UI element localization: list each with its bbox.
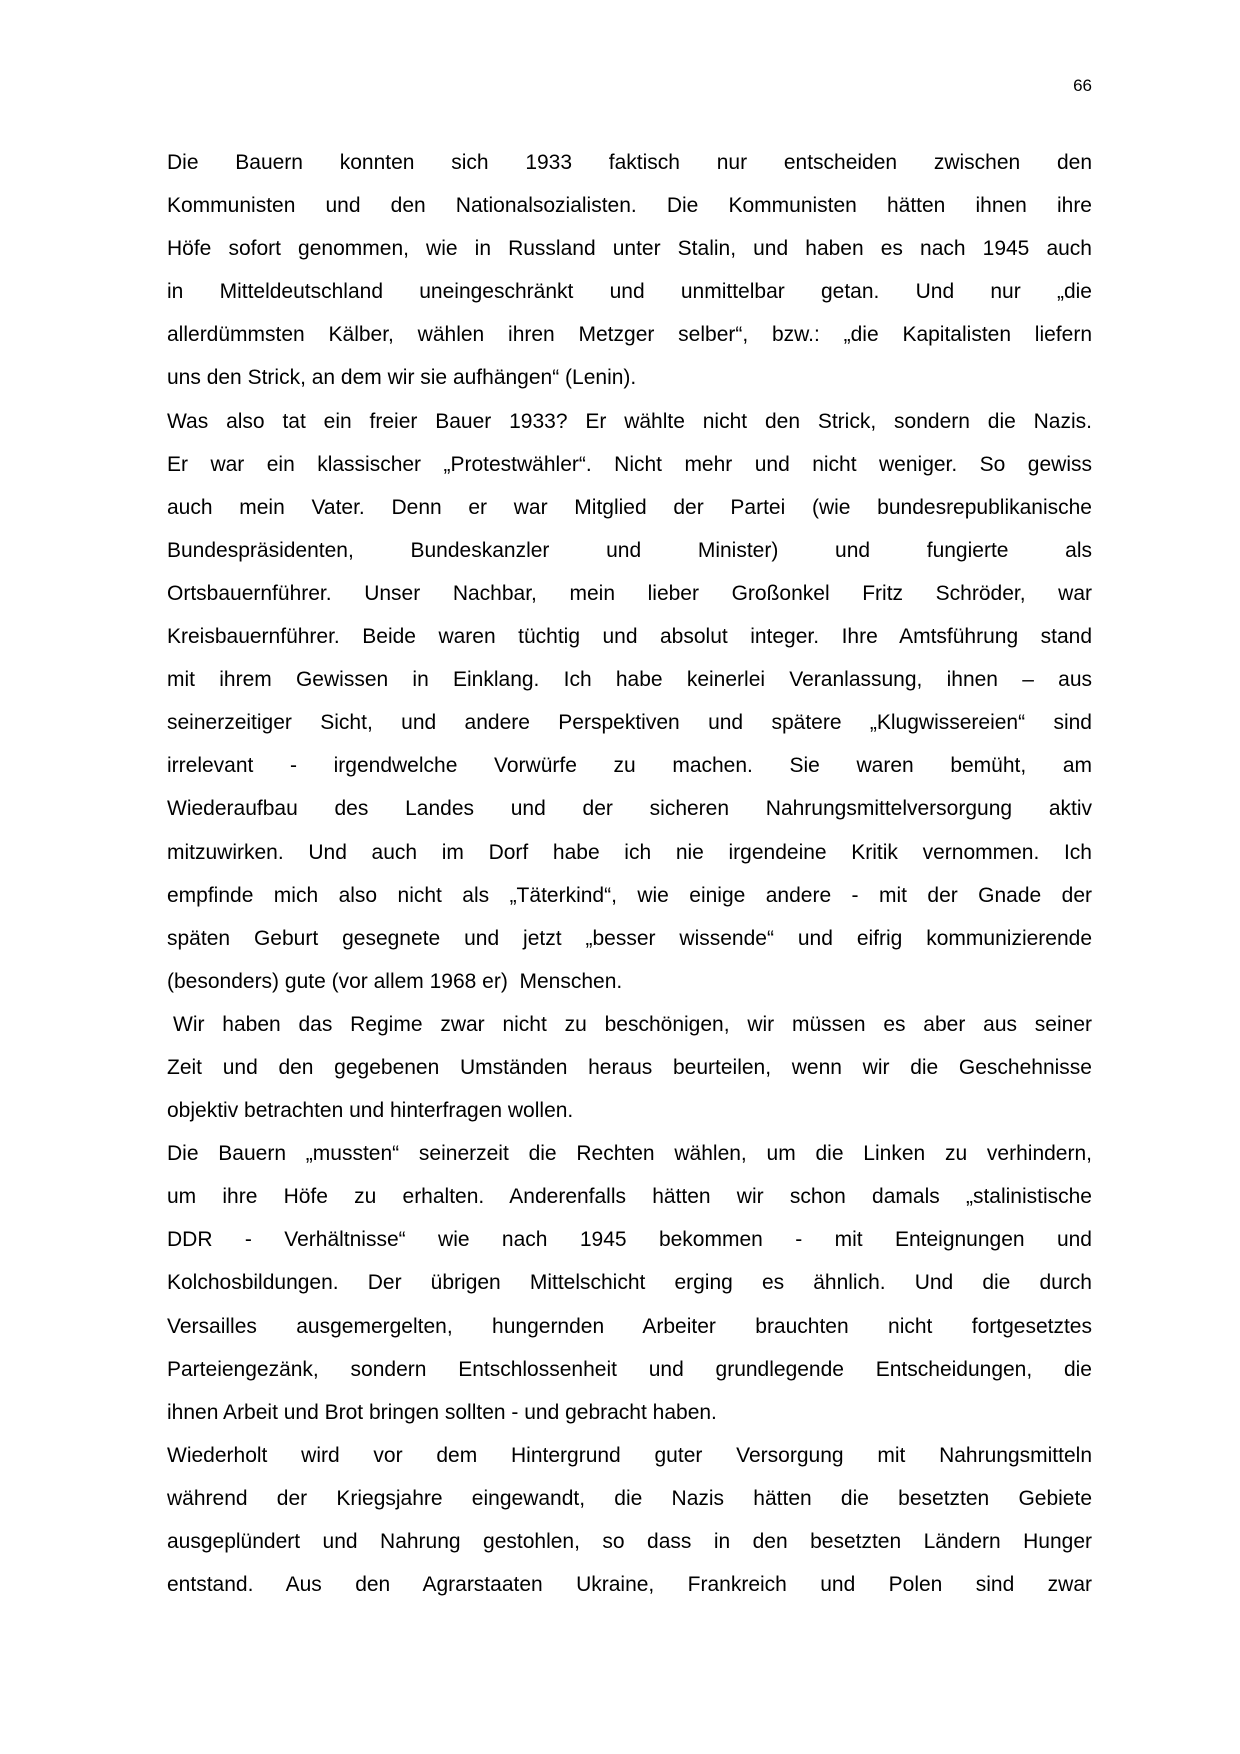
page-number: 66 [1073, 76, 1092, 95]
text-line: Ortsbauernführer. Unser Nachbar, mein lieber Großonkel Fritz Schröder, war [167, 581, 1092, 605]
text-line: Die Bauern konnten sich 1933 faktisch nur entscheiden zwischen den [167, 151, 1092, 174]
paragraph [167, 407, 1092, 1010]
text-line: während der Kriegsjahre eingewandt, die Nazis hätten die besetzten Gebiete [167, 1486, 1092, 1510]
text-line: um ihre Höfe zu erhalten. Anderenfalls hätten wir schon damals „stalinistische [167, 1185, 1092, 1209]
text-line: ihnen Arbeit und Brot bringen sollten - und gebracht haben. [167, 1400, 717, 1424]
text-line: Versailles ausgemergelten, hungernden Arbeiter brauchten nicht fortgesetztes [167, 1314, 1092, 1338]
text-line: späten Geburt gesegnete und jetzt „besser wissende“ und eifrig kommunizierende [167, 926, 1092, 950]
text-line: empfinde mich also nicht als „Täterkind“, wie einige andere - mit der Gnade der [167, 883, 1092, 907]
paragraph [167, 1139, 1092, 1441]
text-line: Höfe sofort genommen, wie in Russland unter Stalin, und haben es nach 1945 auch [167, 237, 1092, 261]
text-line: in Mitteldeutschland uneingeschränkt und unmittelbar getan. Und nur „die [167, 280, 1092, 304]
text-line: Parteiengezänk, sondern Entschlossenheit und grundlegende Entscheidungen, die [167, 1357, 1092, 1381]
text-line: objektiv betrachten und hinterfragen wollen. [167, 1099, 574, 1123]
text-line: Kreisbauernführer. Beide waren tüchtig und absolut integer. Ihre Amtsführung stand [167, 625, 1092, 649]
text-line: Wiederholt wird vor dem Hintergrund guter Versorgung mit Nahrungsmitteln [167, 1443, 1092, 1467]
text-line: Wiederaufbau des Landes und der sicheren Nahrungsmittelversorgung aktiv [167, 797, 1092, 821]
text-line: Wir haben das Regime zwar nicht zu beschönigen, wir müssen es aber aus seiner [173, 1012, 1092, 1036]
text-line: (besonders) gute (vor allem 1968 er) Menschen. [167, 969, 623, 993]
text-line: entstand. Aus den Agrarstaaten Ukraine, Frankreich und Polen sind zwar [167, 1573, 1092, 1597]
text-line: Zeit und den gegebenen Umständen heraus beurteilen, wenn wir die Geschehnisse [167, 1055, 1092, 1079]
text-line: auch mein Vater. Denn er war Mitglied der Partei (wie bundesrepublikanische [167, 495, 1092, 519]
body-text [167, 148, 1092, 1613]
text-line: irrelevant - irgendwelche Vorwürfe zu machen. Sie waren bemüht, am [167, 754, 1092, 778]
text-line: Er war ein klassischer „Protestwähler“. Nicht mehr und nicht weniger. So gewiss [167, 452, 1092, 476]
paragraph [167, 1010, 1092, 1139]
text-line: Was also tat ein freier Bauer 1933? Er wählte nicht den Strick, sondern die Nazis. [167, 409, 1092, 433]
text-line: uns den Strick, an dem wir sie aufhängen“ (Lenin). [167, 366, 637, 390]
text-line: Die Bauern „mussten“ seinerzeit die Rechten wählen, um die Linken zu verhindern, [167, 1142, 1092, 1166]
text-line: ausgeplündert und Nahrung gestohlen, so dass in den besetzten Ländern Hunger [167, 1530, 1092, 1553]
text-line: mit ihrem Gewissen in Einklang. Ich habe keinerlei Veranlassung, ihnen – aus [167, 668, 1092, 692]
text-line: Bundespräsidenten, Bundeskanzler und Minister) und fungierte als [167, 538, 1092, 562]
paragraph [167, 1441, 1092, 1613]
text-line: allerdümmsten Kälber, wählen ihren Metzger selber“, bzw.: „die Kapitalisten liefern [167, 323, 1092, 347]
text-line: Kolchosbildungen. Der übrigen Mittelschicht erging es ähnlich. Und die durch [167, 1271, 1092, 1295]
text-line: seinerzeitiger Sicht, und andere Perspektiven und spätere „Klugwissereien“ sind [167, 711, 1092, 735]
paragraph [167, 148, 1092, 407]
text-line: mitzuwirken. Und auch im Dorf habe ich nie irgendeine Kritik vernommen. Ich [167, 840, 1092, 864]
text-line: DDR - Verhältnisse“ wie nach 1945 bekommen - mit Enteignungen und [167, 1228, 1092, 1252]
text-line: Kommunisten und den Nationalsozialisten. Die Kommunisten hätten ihnen ihre [167, 194, 1092, 218]
